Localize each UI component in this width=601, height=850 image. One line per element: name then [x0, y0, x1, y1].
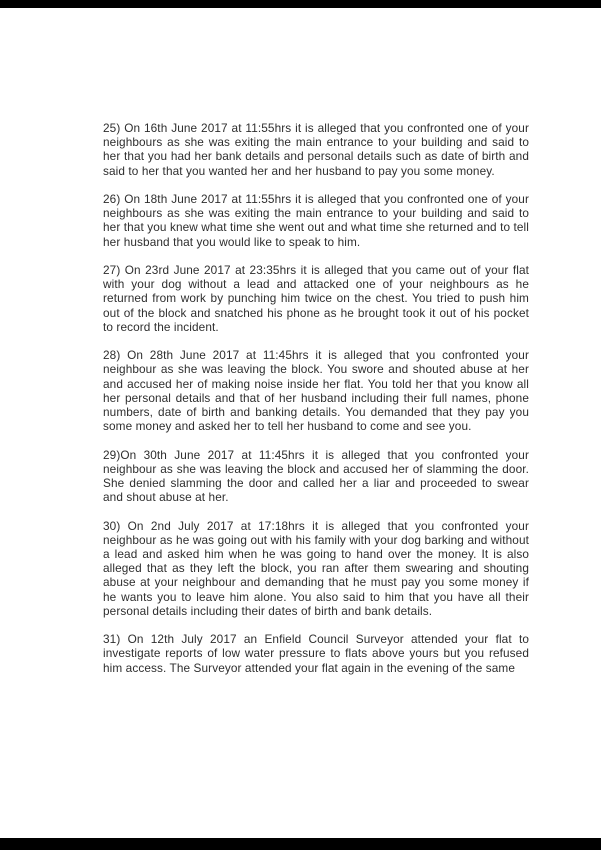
document-body	[103, 121, 529, 675]
scan-edge-bottom	[0, 838, 601, 850]
paragraph-30: 30) On 2nd July 2017 at 17:18hrs it is alleged that you confronted your neighbour as he was going out with his family with your dog barking and without a lead and asked him when he was going to hand over the money. It is also alleged that as they left the block, you ran after them swearing and shouting abuse at your neighbour and demanding that he must pay you some money if he wants you to leave him alone. You also said to him that you have all their personal details including their dates of birth and bank details.	[103, 518, 529, 618]
paragraph-27: 27) On 23rd June 2017 at 23:35hrs it is alleged that you came out of your flat with your dog without a lead and attacked one of your neighbours as he returned from work by punching him twice on the chest. You tried to push him out of the block and snatched his phone as he brought took it out of his pocket to record the incident.	[103, 263, 529, 334]
paragraph-29: 29)On 30th June 2017 at 11:45hrs it is alleged that you confronted your neighbour as she was leaving the block and accused her of slamming the door. She denied slamming the door and called her a liar and proceeded to swear and shout abuse at her.	[103, 447, 529, 505]
paragraph-26: 26) On 18th June 2017 at 11:55hrs it is alleged that you confronted one of your neighbours as she was exiting the main entrance to your building and said to her that you knew what time she went out and what time she returned and to tell her husband that you would like to speak to him.	[103, 192, 529, 249]
paragraph-25: 25) On 16th June 2017 at 11:55hrs it is alleged that you confronted one of your neighbours as she was exiting the main entrance to your building and said to her that you had her bank details and personal details such as date of birth and said to her that you wanted her and her husband to pay you some money.	[103, 121, 529, 178]
paragraph-31: 31) On 12th July 2017 an Enfield Council Surveyor attended your flat to investigate reports of low water pressure to flats above yours but you refused him access. The Surveyor attended your flat again in the evening of the same	[103, 632, 529, 675]
scan-edge-top	[0, 0, 601, 8]
paragraph-28: 28) On 28th June 2017 at 11:45hrs it is alleged that you confronted your neighbour as she was leaving the block. You swore and shouted abuse at her and accused her of making noise inside her flat. You told her that you know all her personal details and that of her husband including their full names, phone numbers, date of birth and banking details. You demanded that they pay you some money and asked her to tell her husband to come and see you.	[103, 348, 529, 434]
